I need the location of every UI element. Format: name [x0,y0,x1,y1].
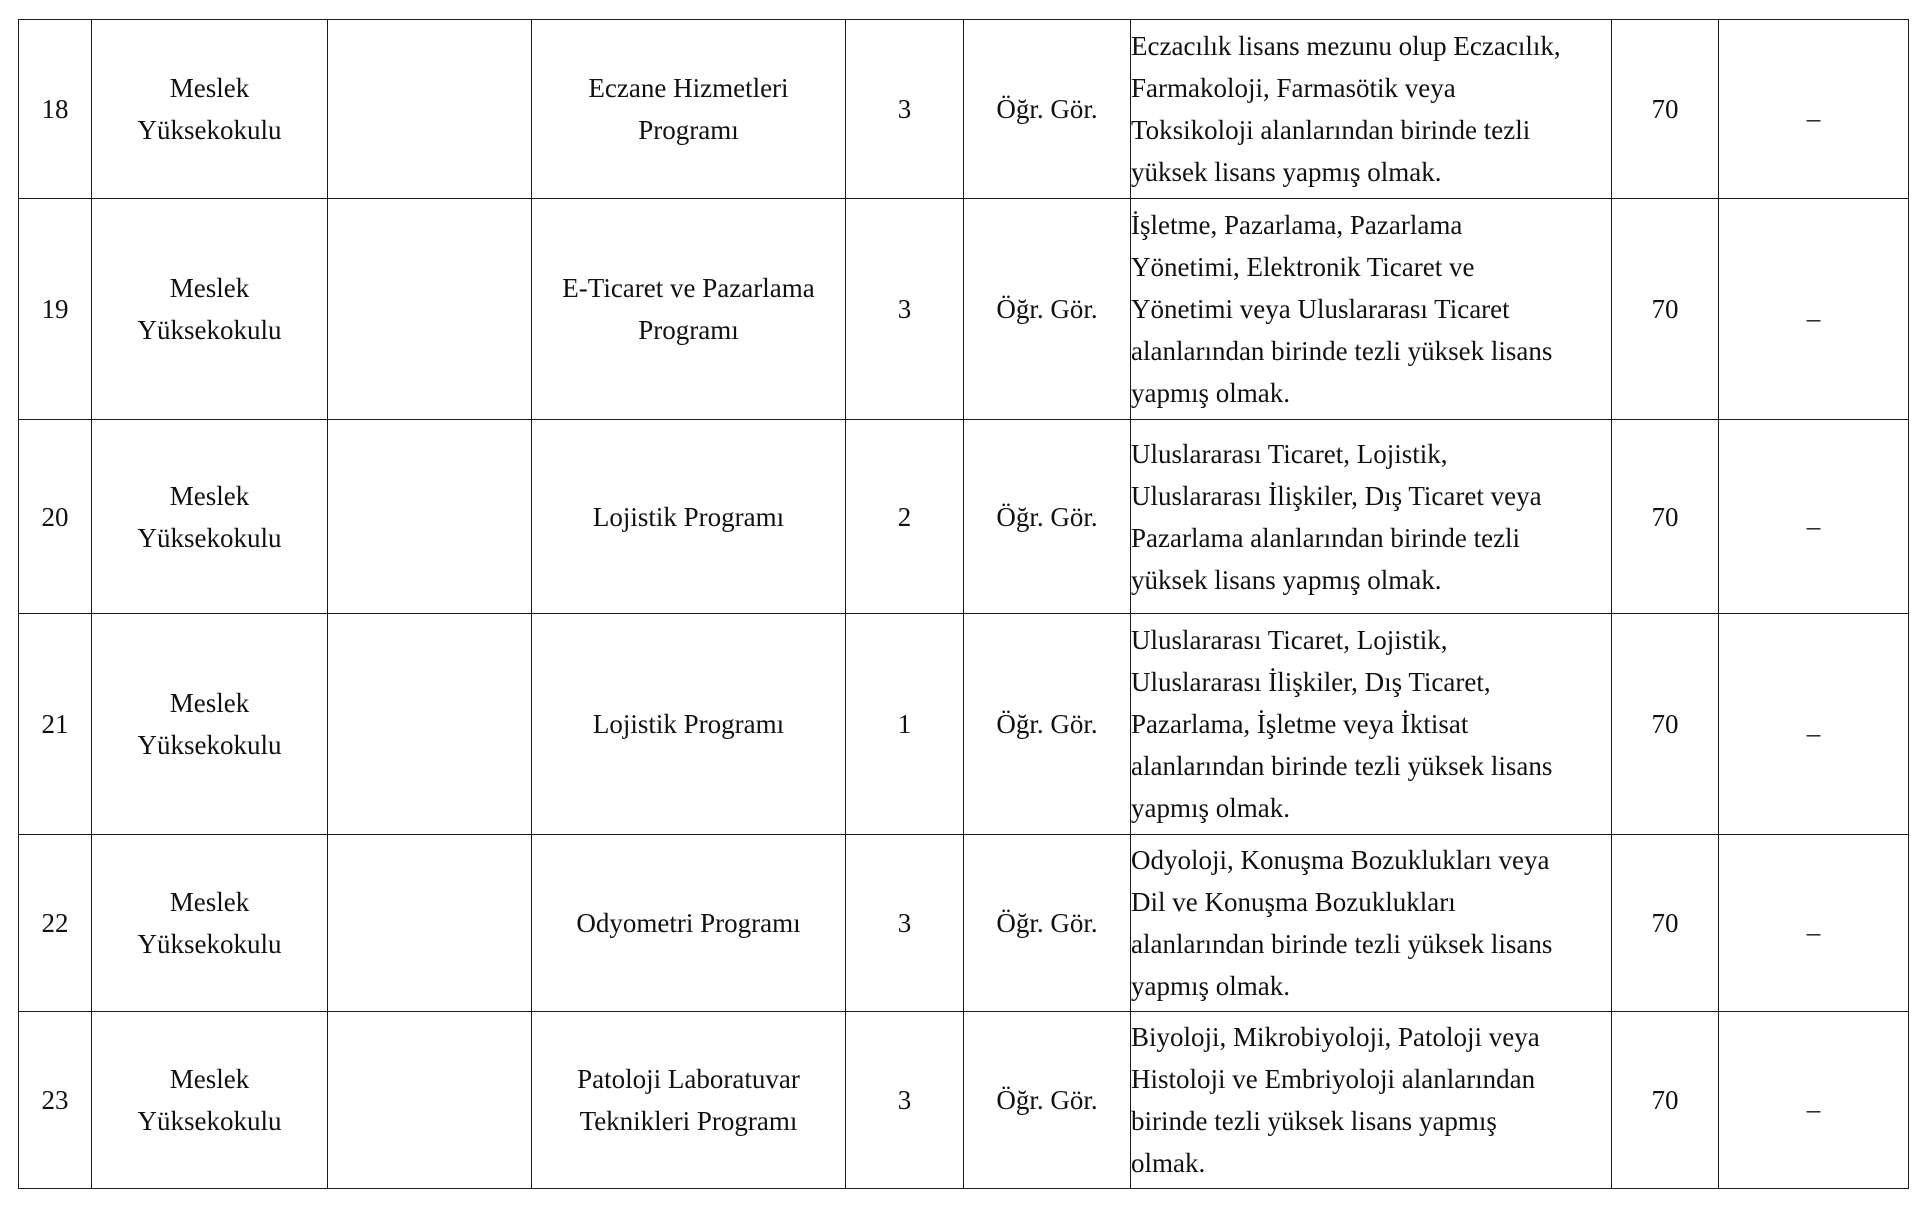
department-cell [328,835,532,1012]
program-line: Programı [638,115,739,145]
program-cell [532,1012,846,1189]
document-page [18,19,1908,1189]
position-count: 3 [846,1012,964,1189]
unit-cell [92,199,328,420]
position-count: 2 [846,420,964,614]
unit-line: Yüksekokulu [137,315,282,345]
program-line: E-Ticaret ve Pazarlama [562,273,815,303]
position-count: 3 [846,835,964,1012]
ales-score: 70 [1612,1012,1719,1189]
requirement-line: Histoloji ve Embriyoloji alanlarından [1131,1064,1536,1094]
requirement-line: alanlarından birinde tezli yüksek lisans [1131,751,1553,781]
unit-line: Meslek [169,73,250,103]
unit-cell [92,20,328,199]
ales-score: 70 [1612,20,1719,199]
row-number: 23 [19,1012,92,1189]
ales-score: 70 [1612,835,1719,1012]
department-cell [328,199,532,420]
requirement-line: Uluslararası Ticaret, Lojistik, [1131,625,1448,655]
requirement-line: alanlarından birinde tezli yüksek lisans [1131,336,1553,366]
requirement-line: İşletme, Pazarlama, Pazarlama [1131,210,1463,240]
ales-score: 70 [1612,199,1719,420]
position-title: Öğr. Gör. [964,420,1131,614]
unit-line: Meslek [169,273,250,303]
row-number: 18 [19,20,92,199]
requirements-cell [1131,199,1612,420]
requirement-line: Pazarlama, İşletme veya İktisat [1131,709,1469,739]
staff-positions-table [18,19,1909,1189]
position-count: 3 [846,20,964,199]
requirement-line: Yönetimi veya Uluslararası Ticaret [1131,294,1510,324]
unit-line: Meslek [169,480,250,511]
requirement-line: yapmış olmak. [1131,378,1290,408]
unit-line: Yüksekokulu [137,115,282,145]
unit-cell [92,420,328,614]
table-row [19,420,1909,614]
program-cell [532,835,846,1012]
position-title: Öğr. Gör. [964,614,1131,835]
row-number: 19 [19,199,92,420]
language-score: _ [1719,20,1909,199]
ales-score: 70 [1612,614,1719,835]
requirement-line: Farmakoloji, Farmasötik veya [1131,73,1456,103]
program-cell [532,420,846,614]
program-line: Eczane Hizmetleri [588,73,789,103]
program-line: Teknikleri Programı [579,1106,798,1136]
table-row [19,20,1909,199]
requirement-line: Biyoloji, Mikrobiyoloji, Patoloji veya [1131,1022,1540,1052]
program-line: Lojistik Programı [592,501,785,532]
requirement-line: Eczacılık lisans mezunu olup Eczacılık, [1131,31,1561,61]
requirement-line: Uluslararası İlişkiler, Dış Ticaret, [1131,667,1491,697]
requirement-line: alanlarından birinde tezli yüksek lisans [1131,929,1553,959]
unit-line: Meslek [169,688,250,718]
requirement-line: olmak. [1131,1148,1206,1178]
row-number: 20 [19,420,92,614]
requirement-line: Toksikoloji alanlarından birinde tezli [1131,115,1531,145]
position-count: 1 [846,614,964,835]
requirement-line: yüksek lisans yapmış olmak. [1131,564,1442,595]
unit-line: Meslek [169,887,250,917]
requirement-line: yapmış olmak. [1131,793,1290,823]
requirements-cell [1131,420,1612,614]
language-score: _ [1719,420,1909,614]
unit-cell [92,614,328,835]
program-line: Odyometri Programı [576,908,801,938]
requirement-line: Pazarlama alanlarından birinde tezli [1131,522,1521,553]
requirements-cell [1131,1012,1612,1189]
department-cell [328,1012,532,1189]
language-score: _ [1719,835,1909,1012]
program-cell [532,199,846,420]
requirements-cell [1131,614,1612,835]
row-number: 22 [19,835,92,1012]
unit-line: Yüksekokulu [137,1106,282,1136]
requirement-line: birinde tezli yüksek lisans yapmış [1131,1106,1497,1136]
language-score: _ [1719,199,1909,420]
program-line: Programı [638,315,739,345]
unit-cell [92,835,328,1012]
requirement-line: yüksek lisans yapmış olmak. [1131,157,1442,187]
department-cell [328,614,532,835]
language-score: _ [1719,614,1909,835]
requirement-line: Uluslararası İlişkiler, Dış Ticaret veya [1131,480,1542,511]
department-cell [328,420,532,614]
unit-cell [92,1012,328,1189]
program-line: Lojistik Programı [592,709,785,739]
ales-score: 70 [1612,420,1719,614]
table-row [19,614,1909,835]
program-cell [532,20,846,199]
requirement-line: yapmış olmak. [1131,971,1290,1001]
program-line: Patoloji Laboratuvar [577,1064,800,1094]
position-title: Öğr. Gör. [964,199,1131,420]
program-cell [532,614,846,835]
position-title: Öğr. Gör. [964,20,1131,199]
unit-line: Yüksekokulu [137,929,282,959]
department-cell [328,20,532,199]
unit-line: Yüksekokulu [137,522,282,553]
unit-line: Meslek [169,1064,250,1094]
language-score: _ [1719,1012,1909,1189]
requirements-cell [1131,20,1612,199]
position-count: 3 [846,199,964,420]
requirement-line: Odyoloji, Konuşma Bozuklukları veya [1131,845,1550,875]
requirements-cell [1131,835,1612,1012]
position-title: Öğr. Gör. [964,1012,1131,1189]
requirement-line: Yönetimi, Elektronik Ticaret ve [1131,252,1475,282]
requirement-line: Dil ve Konuşma Bozuklukları [1131,887,1456,917]
position-title: Öğr. Gör. [964,835,1131,1012]
row-number: 21 [19,614,92,835]
table-row [19,199,1909,420]
requirement-line: Uluslararası Ticaret, Lojistik, [1131,438,1448,469]
table-row [19,835,1909,1012]
table-row [19,1012,1909,1189]
unit-line: Yüksekokulu [137,730,282,760]
